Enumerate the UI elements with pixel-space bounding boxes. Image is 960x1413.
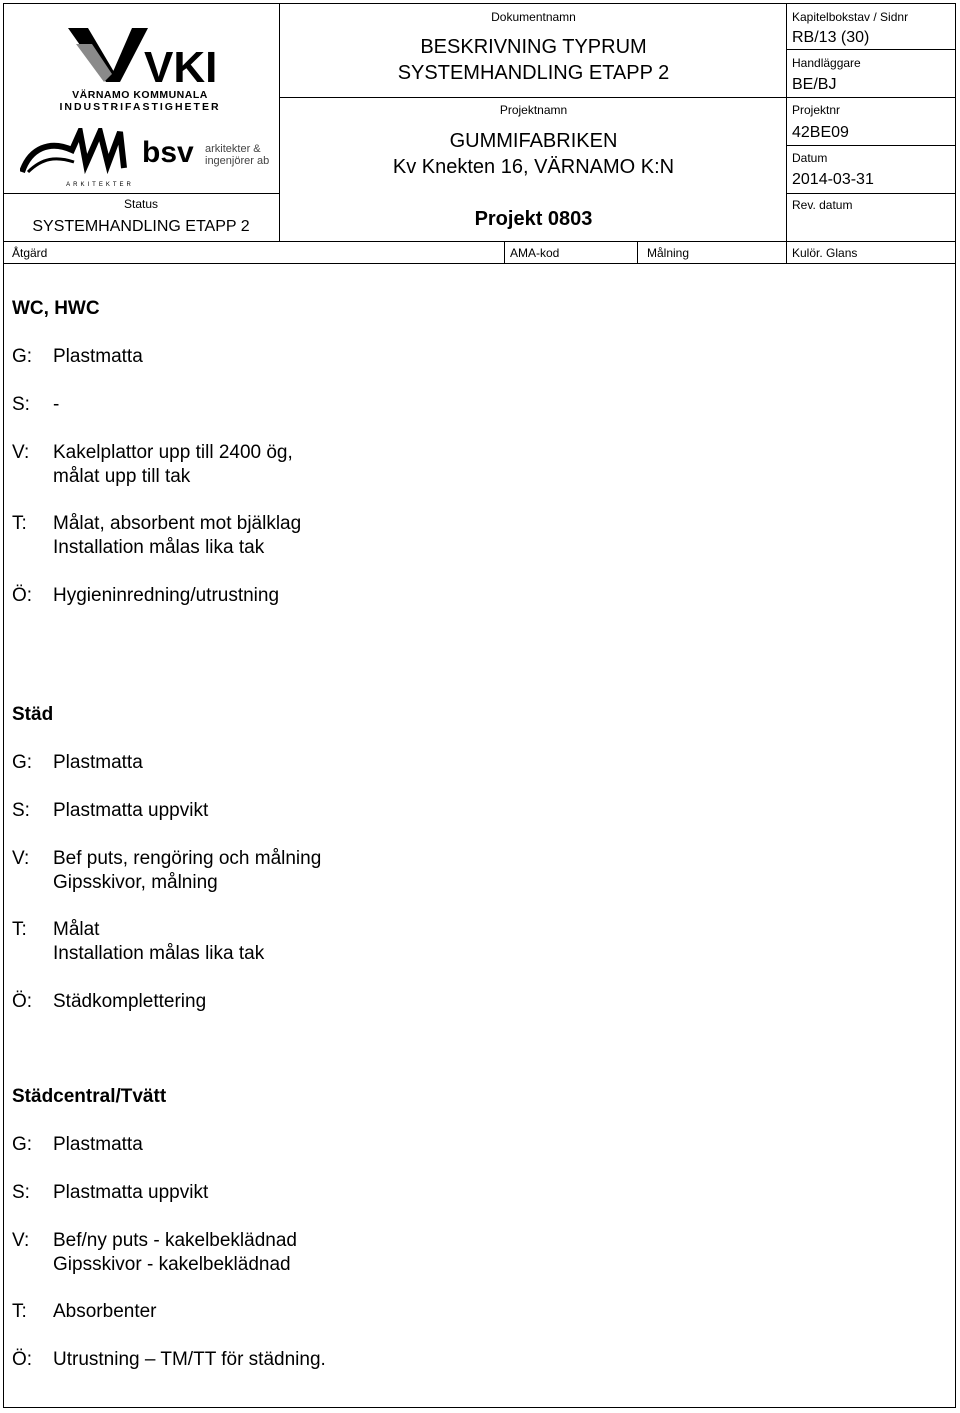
row-key: Ö: (12, 991, 33, 1012)
row-text: Bef puts, rengöring och målning (53, 848, 322, 869)
column-atgard: Åtgärd (12, 246, 48, 260)
project-no-label: Projektnr (792, 103, 841, 117)
section-title-stadcentral: Städcentral/Tvätt (12, 1086, 167, 1107)
row-key: S: (12, 1182, 30, 1203)
row-key: Ö: (12, 585, 33, 606)
chapter-label: Kapitelbokstav / Sidnr (792, 10, 909, 24)
row-text: Plastmatta (53, 1134, 143, 1155)
column-header-bottom (3, 263, 956, 264)
bsv-logo (20, 128, 270, 190)
bsv-tagline-1: arkitekter & (205, 143, 261, 155)
row-key: Ö: (12, 1349, 33, 1370)
column-malning: Målning (647, 246, 690, 260)
row-text: Bef/ny puts - kakelbeklädnad (53, 1230, 297, 1251)
row-key: V: (12, 848, 30, 869)
row-text: Plastmatta (53, 346, 143, 367)
row-text: - (53, 394, 60, 415)
header-divider-status (3, 193, 279, 194)
row-text: målat upp till tak (53, 466, 191, 487)
header-divider-r3 (786, 145, 956, 146)
row-key: S: (12, 800, 30, 821)
row-text: Gipsskivor - kakelbeklädnad (53, 1254, 291, 1275)
row-text: Utrustning – TM/TT för städning. (53, 1349, 326, 1370)
handler-value: BE/BJ (792, 76, 837, 93)
section-title-stad: Städ (12, 704, 54, 725)
column-divider-ama (504, 241, 505, 263)
row-key: G: (12, 752, 33, 773)
row-text: Installation målas lika tak (53, 943, 265, 964)
row-key: T: (12, 1301, 27, 1322)
header-divider-doc (279, 97, 956, 98)
mm-logo-mark (20, 128, 145, 178)
row-text: Hygieninredning/utrustning (53, 585, 280, 606)
vki-logo (40, 20, 240, 120)
project-name-label: Projektnamn (499, 103, 568, 117)
bsv-tagline-2: ingenjörer ab (205, 155, 270, 167)
chapter-value: RB/13 (30) (792, 29, 870, 46)
row-text: Absorbenter (53, 1301, 157, 1322)
section-title-wc: WC, HWC (12, 298, 100, 319)
row-key: T: (12, 513, 27, 534)
handler-label: Handläggare (792, 56, 861, 70)
project-no-value: 42BE09 (792, 124, 849, 141)
row-key: S: (12, 394, 30, 415)
row-text: Målat, absorbent mot bjälklag (53, 513, 302, 534)
header-vdivider-right (786, 3, 787, 263)
vki-name-line2: INDUSTRIFASTIGHETER (59, 101, 221, 113)
row-text: Plastmatta uppvikt (53, 800, 209, 821)
vki-name-line1: VÄRNAMO KOMMUNALA (72, 89, 208, 101)
header-divider-r1 (786, 49, 956, 50)
date-label: Datum (792, 151, 828, 165)
header-divider-r4 (786, 193, 956, 194)
document-name-line1: BESKRIVNING TYPRUM (420, 36, 647, 58)
row-key: V: (12, 1230, 30, 1251)
row-key: G: (12, 1134, 33, 1155)
row-text: Installation målas lika tak (53, 537, 265, 558)
status-label: Status (123, 197, 159, 211)
project-name-line1: GUMMIFABRIKEN (449, 130, 618, 152)
row-text: Gipsskivor, målning (53, 872, 218, 893)
project-name-line2: Kv Knekten 16, VÄRNAMO K:N (392, 156, 675, 178)
row-text: Plastmatta (53, 752, 143, 773)
project-code: Projekt 0803 (474, 208, 593, 230)
column-divider-malning (637, 241, 638, 263)
document-name-line2: SYSTEMHANDLING ETAPP 2 (397, 62, 670, 84)
mm-logo-caption: ARKITEKTER (66, 182, 134, 188)
row-text: Städkomplettering (53, 991, 207, 1012)
header-vdivider-left (279, 3, 280, 241)
rev-date-label: Rev. datum (792, 198, 853, 212)
bsv-brand-text: bsv (142, 136, 194, 169)
date-value: 2014-03-31 (792, 171, 874, 188)
row-text: Målat (53, 919, 100, 940)
row-key: G: (12, 346, 33, 367)
vki-brand-text: VKI (144, 43, 218, 92)
column-kulor-glans: Kulör. Glans (792, 246, 858, 260)
column-ama-kod: AMA-kod (510, 246, 560, 260)
row-text: Kakelplattor upp till 2400 ög, (53, 442, 293, 463)
document-name-label: Dokumentnamn (491, 10, 576, 24)
row-text: Plastmatta uppvikt (53, 1182, 209, 1203)
header-divider-bottom (3, 241, 956, 242)
row-key: V: (12, 442, 30, 463)
status-value: SYSTEMHANDLING ETAPP 2 (32, 218, 250, 235)
row-key: T: (12, 919, 27, 940)
